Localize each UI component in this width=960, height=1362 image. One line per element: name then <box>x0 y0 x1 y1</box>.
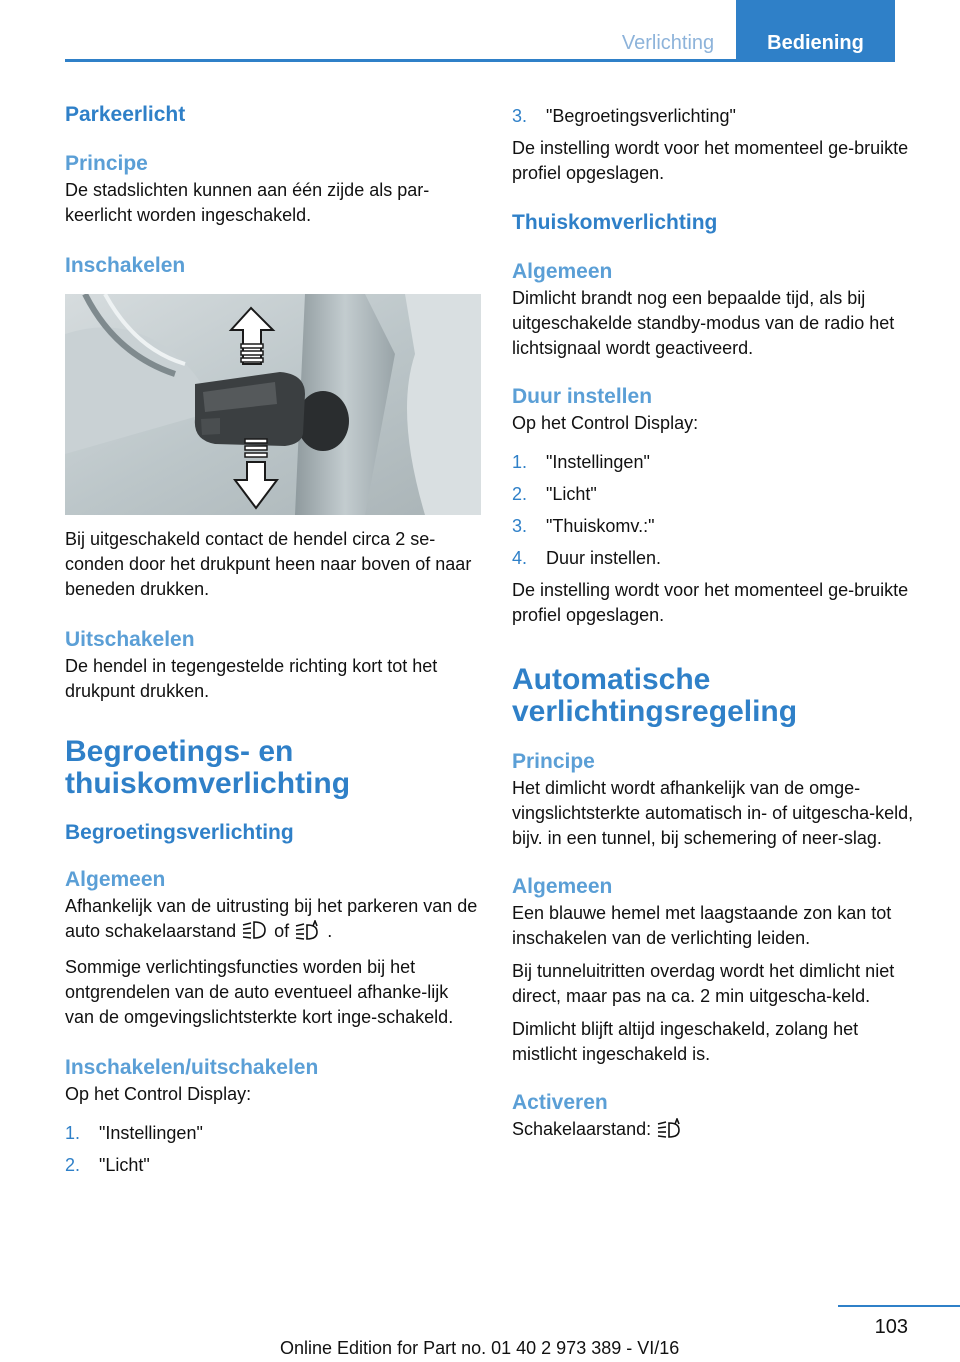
list-item: 1. "Instellingen" <box>512 452 650 472</box>
heading-algemeen-auto: Algemeen <box>512 875 613 898</box>
footer-rule <box>838 1305 960 1307</box>
list-item: 2. "Licht" <box>512 484 597 504</box>
heading-duur-instellen: Duur instellen <box>512 385 653 408</box>
inuit-text: Op het Control Display: <box>65 1084 252 1104</box>
algemeen-text-of: of <box>274 921 290 941</box>
list-item: 2. "Licht" <box>65 1155 150 1175</box>
algemeen-text-end: . <box>327 921 333 941</box>
activeren-label: Schakelaarstand: <box>512 1119 652 1139</box>
lever-arrows-icon <box>65 294 481 515</box>
list-item: 1. "Instellingen" <box>65 1123 203 1143</box>
principe-text: De stadslichten kunnen aan één zijde als par-keerlicht worden ingeschakeld. <box>65 180 430 225</box>
heading-activeren: Activeren <box>512 1091 608 1114</box>
right-column <box>512 100 928 1145</box>
heading-uitschakelen: Uitschakelen <box>65 628 195 651</box>
auto-principe-text: Het dimlicht wordt afhankelijk van de omge-vingslichtsterkte automatisch in- of uitgescha-keld, bijv. in een tunnel, bij schemering of neer-slag. <box>512 778 914 848</box>
parking-light-switch-icon <box>241 920 269 947</box>
heading-inschakelen-uitschakelen: Inschakelen/uitschakelen <box>65 1056 319 1079</box>
auto-algemeen-text3: Dimlicht blijft altijd ingeschakeld, zolang het mistlicht ingeschakeld is. <box>512 1019 859 1064</box>
heading-thuiskomverlichting: Thuiskomverlichting <box>512 211 718 234</box>
heading-algemeen: Algemeen <box>65 868 166 891</box>
header-tab-bediening[interactable]: Bediening <box>736 0 895 62</box>
auto-light-switch-icon <box>656 1118 684 1145</box>
algemeen-text2: Sommige verlichtingsfuncties worden bij het ontgrendelen van de auto eventueel afhanke-lijk van de omgevingslichtsterkte kort inge-schakeld. <box>65 957 454 1027</box>
list-item: 3. "Thuiskomv.:" <box>512 516 655 536</box>
algemeen-text-a: Afhankelijk van de uitrusting bij het parkeren van de auto schakelaarstand <box>65 896 478 941</box>
saved-text2: De instelling wordt voor het momenteel ge-bruikte profiel opgeslagen. <box>512 580 909 625</box>
footer-edition: Online Edition for Part no. 01 40 2 973 389 - VI/16 <box>280 1338 680 1358</box>
header-tab-verlichting[interactable]: Verlichting <box>621 32 715 54</box>
auto-algemeen-text1: Een blauwe hemel met laagstaande zon kan tot inschakelen van de verlichting leiden. <box>512 903 892 948</box>
left-steps-list <box>65 1121 481 1178</box>
heading-automatische-verlichtingsregeling: Automatische verlichtingsregeling <box>512 663 798 728</box>
uitschakelen-text: De hendel in tegengestelde richting kort tot het drukpunt drukken. <box>65 656 438 701</box>
auto-light-switch-icon <box>294 920 322 947</box>
duur-text: Op het Control Display: <box>512 413 699 433</box>
right-steps-list <box>512 450 928 571</box>
algemeen-text <box>65 894 481 947</box>
heading-principe-auto: Principe <box>512 750 595 773</box>
left-column <box>65 100 481 1185</box>
lever-illustration <box>65 294 481 515</box>
inschakelen-text: Bij uitgeschakeld contact de hendel circa 2 se-conden door het drukpunt heen naar boven of naar beneden drukken. <box>65 529 472 599</box>
header-rule <box>65 59 895 62</box>
heading-begroetingsverlichting: Begroetingsverlichting <box>65 821 294 844</box>
heading-principe: Principe <box>65 152 148 175</box>
heading-parkeerlicht: Parkeerlicht <box>65 103 186 126</box>
activeren-text <box>512 1117 928 1145</box>
heading-algemeen-thuiskom: Algemeen <box>512 260 613 283</box>
saved-text: De instelling wordt voor het momenteel ge-bruikte profiel opgeslagen. <box>512 138 909 183</box>
heading-inschakelen: Inschakelen <box>65 254 186 277</box>
heading-begroetings-thuiskom: Begroetings- en thuiskomverlichting <box>65 735 351 800</box>
page-number: 103 <box>874 1316 908 1338</box>
right-step3-list <box>512 104 928 129</box>
thuiskom-algemeen-text: Dimlicht brandt nog een bepaalde tijd, als bij uitgeschakelde standby-modus van de radio het lichtsignaal wordt geactiveerd. <box>512 288 895 358</box>
auto-algemeen-text2: Bij tunneluitritten overdag wordt het dimlicht niet direct, maar pas na ca. 2 min uitgescha-keld. <box>512 961 895 1006</box>
list-item: 3. "Begroetingsverlichting" <box>512 106 736 126</box>
list-item: 4. Duur instellen. <box>512 548 662 568</box>
